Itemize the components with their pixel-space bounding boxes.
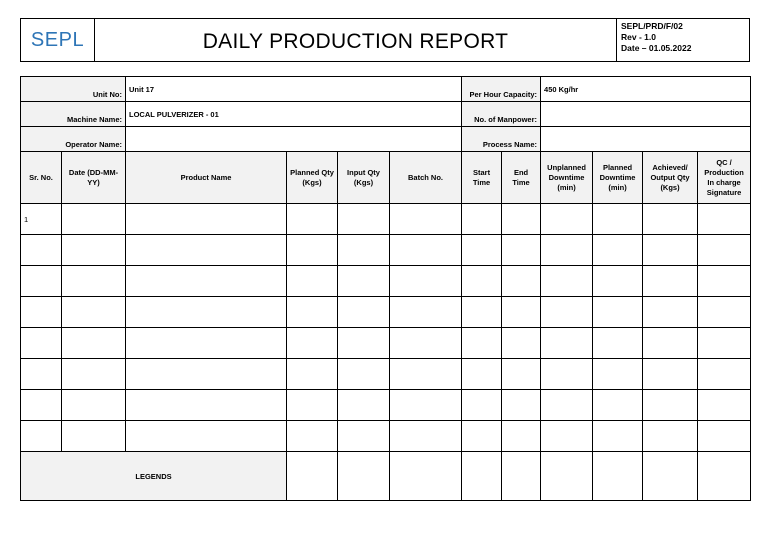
- data-cell[interactable]: [287, 421, 338, 452]
- data-cell[interactable]: [338, 328, 390, 359]
- data-cell[interactable]: [126, 297, 287, 328]
- machine-name-label: Machine Name:: [21, 102, 126, 127]
- data-cell[interactable]: [62, 390, 126, 421]
- col-header: Batch No.: [390, 152, 462, 204]
- data-cell[interactable]: [126, 328, 287, 359]
- report-header: [20, 18, 750, 62]
- col-header: Date (DD-MM-YY): [62, 152, 126, 204]
- data-cell[interactable]: [698, 235, 751, 266]
- sr-no-cell[interactable]: [21, 390, 62, 421]
- data-cell[interactable]: [593, 390, 643, 421]
- data-cell[interactable]: [502, 390, 541, 421]
- operator-name-value[interactable]: [126, 127, 462, 152]
- data-cell[interactable]: [541, 328, 593, 359]
- data-cell[interactable]: [643, 359, 698, 390]
- data-cell[interactable]: [541, 390, 593, 421]
- col-header: Planned Downtime (min): [593, 152, 643, 204]
- data-cell[interactable]: [287, 328, 338, 359]
- data-cell[interactable]: [126, 266, 287, 297]
- info-row-machine: [21, 102, 751, 127]
- data-cell[interactable]: [643, 328, 698, 359]
- data-cell[interactable]: [62, 359, 126, 390]
- table-row: [21, 297, 751, 328]
- legend-cell[interactable]: [502, 452, 541, 501]
- data-cell[interactable]: [541, 359, 593, 390]
- data-cell[interactable]: [126, 204, 287, 235]
- legend-cell[interactable]: [541, 452, 593, 501]
- revision: Rev - 1.0: [621, 32, 656, 42]
- data-cell[interactable]: [287, 359, 338, 390]
- table-row: [21, 390, 751, 421]
- col-header: Start Time: [462, 152, 502, 204]
- operator-name-label: Operator Name:: [21, 127, 126, 152]
- data-cell[interactable]: [126, 421, 287, 452]
- legend-cell[interactable]: [698, 452, 751, 501]
- data-cell[interactable]: [62, 204, 126, 235]
- report-title: DAILY PRODUCTION REPORT: [202, 30, 509, 53]
- data-cell[interactable]: [390, 390, 462, 421]
- data-cell[interactable]: [643, 421, 698, 452]
- col-header: QC / Production In charge Signature: [698, 152, 751, 204]
- data-cell[interactable]: [502, 359, 541, 390]
- process-name-label: Process Name:: [462, 127, 541, 152]
- data-cell[interactable]: [698, 359, 751, 390]
- company-logo: SEPL: [21, 19, 95, 61]
- data-cell[interactable]: [338, 359, 390, 390]
- manpower-label: No. of Manpower:: [462, 102, 541, 127]
- data-cell[interactable]: [462, 297, 502, 328]
- legend-cell[interactable]: [643, 452, 698, 501]
- data-cell[interactable]: [62, 421, 126, 452]
- col-header: Achieved/ Output Qty (Kgs): [643, 152, 698, 204]
- data-cell[interactable]: [62, 328, 126, 359]
- data-cell[interactable]: [593, 421, 643, 452]
- data-cell[interactable]: [502, 297, 541, 328]
- col-header: End Time: [502, 152, 541, 204]
- data-cell[interactable]: [287, 204, 338, 235]
- data-cell[interactable]: [287, 266, 338, 297]
- per-hour-capacity-label: Per Hour Capacity:: [462, 77, 541, 102]
- table-row: [21, 359, 751, 390]
- data-cell[interactable]: [541, 297, 593, 328]
- data-cell[interactable]: [62, 266, 126, 297]
- legends-row: [21, 452, 751, 501]
- data-cell[interactable]: [593, 266, 643, 297]
- col-header: Product Name: [126, 152, 287, 204]
- data-cell[interactable]: [502, 328, 541, 359]
- data-cell[interactable]: [390, 297, 462, 328]
- data-cell[interactable]: [126, 235, 287, 266]
- data-cell[interactable]: [338, 421, 390, 452]
- data-cell[interactable]: [462, 359, 502, 390]
- data-cell[interactable]: [698, 421, 751, 452]
- data-cell[interactable]: [593, 235, 643, 266]
- data-cell[interactable]: [462, 421, 502, 452]
- sr-no-cell[interactable]: [21, 266, 62, 297]
- data-cell[interactable]: [502, 266, 541, 297]
- col-header: Sr. No.: [21, 152, 62, 204]
- data-cell[interactable]: [62, 297, 126, 328]
- manpower-value[interactable]: [541, 102, 751, 127]
- sr-no-cell[interactable]: [21, 297, 62, 328]
- data-cell[interactable]: [643, 204, 698, 235]
- table-row: [21, 266, 751, 297]
- data-cell[interactable]: [502, 235, 541, 266]
- data-cell[interactable]: [502, 421, 541, 452]
- issue-date: Date – 01.05.2022: [621, 43, 692, 53]
- process-name-value[interactable]: [541, 127, 751, 152]
- legend-cell[interactable]: [338, 452, 390, 501]
- table-row: [21, 421, 751, 452]
- data-cell[interactable]: [643, 235, 698, 266]
- data-cell[interactable]: [593, 204, 643, 235]
- data-cell[interactable]: [541, 421, 593, 452]
- sr-no-cell[interactable]: [21, 328, 62, 359]
- col-header: Planned Qty (Kgs): [287, 152, 338, 204]
- table-row: [21, 204, 751, 235]
- doc-number: SEPL/PRD/F/02: [621, 21, 683, 31]
- data-cell[interactable]: [593, 328, 643, 359]
- per-hour-capacity-value[interactable]: 450 Kg/hr: [541, 77, 751, 102]
- machine-name-value[interactable]: LOCAL PULVERIZER - 01: [126, 102, 462, 127]
- data-cell[interactable]: [462, 266, 502, 297]
- legend-cell[interactable]: [462, 452, 502, 501]
- data-cell[interactable]: [462, 328, 502, 359]
- data-cell[interactable]: [698, 204, 751, 235]
- data-cell[interactable]: [390, 421, 462, 452]
- data-cell[interactable]: [698, 266, 751, 297]
- sr-no-cell[interactable]: 1: [21, 204, 62, 235]
- data-cell[interactable]: [643, 297, 698, 328]
- data-cell[interactable]: [643, 266, 698, 297]
- legends-label: LEGENDS: [21, 452, 287, 501]
- data-cell[interactable]: [126, 359, 287, 390]
- data-cell[interactable]: [462, 235, 502, 266]
- data-cell[interactable]: [541, 266, 593, 297]
- legend-cell[interactable]: [593, 452, 643, 501]
- info-row-unit: [21, 77, 751, 102]
- data-cell[interactable]: [338, 297, 390, 328]
- data-cell[interactable]: [62, 235, 126, 266]
- data-cell[interactable]: [698, 297, 751, 328]
- data-cell[interactable]: [390, 359, 462, 390]
- data-cell[interactable]: [338, 204, 390, 235]
- sr-no-cell[interactable]: [21, 421, 62, 452]
- col-header: Unplanned Downtime (min): [541, 152, 593, 204]
- data-cell[interactable]: [287, 235, 338, 266]
- data-cell[interactable]: [462, 204, 502, 235]
- data-cell[interactable]: [698, 328, 751, 359]
- table-row: [21, 235, 751, 266]
- data-cell[interactable]: [338, 266, 390, 297]
- legend-cell[interactable]: [390, 452, 462, 501]
- data-cell[interactable]: [698, 390, 751, 421]
- info-row-operator: [21, 127, 751, 152]
- col-header: Input Qty (Kgs): [338, 152, 390, 204]
- column-header-row: [21, 152, 751, 204]
- sr-no-cell[interactable]: [21, 359, 62, 390]
- sr-no-cell[interactable]: [21, 235, 62, 266]
- unit-no-value[interactable]: Unit 17: [126, 77, 462, 102]
- data-cell[interactable]: [390, 328, 462, 359]
- production-form: [20, 76, 751, 501]
- data-cell[interactable]: [541, 204, 593, 235]
- data-cell[interactable]: [338, 235, 390, 266]
- data-cell[interactable]: [502, 204, 541, 235]
- table-row: [21, 328, 751, 359]
- data-cell[interactable]: [287, 390, 338, 421]
- unit-no-label: Unit No:: [21, 77, 126, 102]
- data-cell[interactable]: [541, 235, 593, 266]
- data-cell[interactable]: [462, 390, 502, 421]
- data-cell[interactable]: [126, 390, 287, 421]
- data-cell[interactable]: [643, 390, 698, 421]
- data-cell[interactable]: [593, 359, 643, 390]
- data-cell[interactable]: [390, 266, 462, 297]
- data-cell[interactable]: [390, 204, 462, 235]
- data-cell[interactable]: [338, 390, 390, 421]
- legend-cell[interactable]: [287, 452, 338, 501]
- data-cell[interactable]: [593, 297, 643, 328]
- document-meta: [616, 19, 749, 61]
- data-cell[interactable]: [390, 235, 462, 266]
- data-cell[interactable]: [287, 297, 338, 328]
